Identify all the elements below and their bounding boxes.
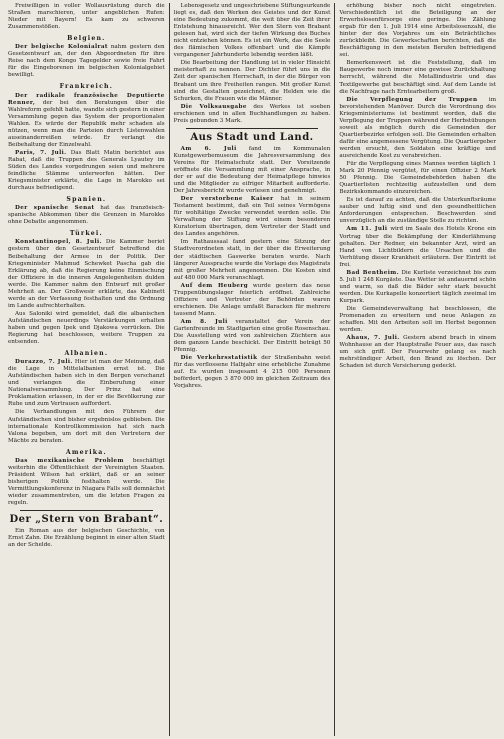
paragraph-text: erhöhung bisher noch nicht eingetreten. Verschiedentlich ist die Beteiligung an der Erwerbslosenfürsorge eine geringe. Die Zählung ergab für den 1. Juli 1914 eine Arbeitslosenzahl, die hinter der des Vorjahres um ein Beträchtliches zurückbleibt. Die Gewerkschaften berichten, daß die Beschäftigung in den meisten Berufen befriedigend sei. bbox=[339, 3, 497, 59]
paragraph-lead: Die Verpflegung der Truppen bbox=[346, 96, 478, 103]
paragraph bbox=[174, 355, 331, 390]
paragraph-lead: Bad Bentheim. bbox=[346, 269, 399, 276]
paragraph-lead: Konstantinopel, 8. Juli. bbox=[15, 239, 102, 246]
column-3 bbox=[335, 3, 500, 736]
paragraph-text: Die Kurliste verzeichnet bis zum 5. Juli 1 248 Kurgäste. Das Wetter ist andauernd schön und warm, so daß die Bäder sehr stark besucht werden. Die Kurkapelle konzertiert täglich zweimal im Kurpark. bbox=[339, 269, 497, 304]
paragraph-text: Die Verhandlungen mit den Führern der Aufständischen sind bisher ergebnislos geblieben. Die internationale Kontrollkommission hat sich nach Valona begeben, um dort mit den Vertretern der Mächte zu beraten. bbox=[8, 409, 165, 444]
paragraph-text: Für die Verpflegung eines Mannes werden täglich 1 Mark 20 Pfennig vergütet, für einen Offizier 2 Mark 50 Pfennig. Die Gemeindebehörden haben die Quartierlisten rechtzeitig aufzustellen und dem Bezirkskommando einzureichen. bbox=[339, 161, 497, 196]
paragraph-lead: Paris, 7. Juli. bbox=[15, 149, 67, 156]
paragraph-lead: Der verstorbene Kaiser bbox=[180, 196, 274, 203]
paragraph-text: wurde gestern das neue Truppenübungslager feierlich eröffnet. Zahlreiche Offiziere und Vertreter der Behörden waren erschienen. Die Anlage umfaßt Baracken für mehrere tausend Mann. bbox=[173, 282, 331, 317]
paragraph bbox=[339, 306, 496, 334]
column-2 bbox=[170, 3, 335, 736]
paragraph-text: Das Blatt Matin berichtet aus Rabat, daß die Truppen des Generals Lyautey im Süden des Landes vorgedrungen seien und mehrere feindliche Stämme unterworfen hätten. Der Kriegsminister erklärte, die Lage in Marokko sei durchaus befriedigend. bbox=[8, 149, 165, 192]
paragraph-text: im bevorstehenden Manöver. Durch die Verordnung des Kriegsministeriums ist bestimmt worden, daß die Verpflegung der Truppen während der Herbstübungen soweit als möglich durch die Gemeinden der Quartierbezirke erfolgen soll. Die Gemeinden erhalten dafür eine angemessene Vergütung. Die Quartiergeber werden ersucht, den Soldaten eine kräftige und ausreichende Kost zu verabreichen. bbox=[339, 96, 497, 159]
paragraph bbox=[8, 458, 165, 507]
paragraph bbox=[8, 3, 165, 31]
paragraph-text: Ein Roman aus der belgischen Geschichte, von Ernst Zahn. Die Erzählung beginnt in einer alten Stadt an der Schelde. bbox=[8, 528, 165, 549]
paragraph bbox=[8, 409, 165, 444]
paragraph bbox=[339, 197, 496, 225]
paragraph bbox=[339, 335, 496, 370]
paragraph-lead: Ahaus, 7. Juli. bbox=[346, 335, 400, 342]
paragraph-text: Lebensgesetz und ungeschriebene Stiftungsurkunde liegt es, daß den Werken des Geistes und der Kunst eine Bedeutung zukommt, die weit über die Zeit ihrer Entstehung hinausreicht. Wer den Stern von Brabant gelesen hat, wird sich der tiefen Wirkung des Buches nicht entziehen können. Es ist ein Werk, das die Seele des flämischen Volkes offenbart und die Kämpfe vergangener Jahrhunderte lebendig werden läßt. bbox=[173, 3, 331, 59]
paragraph bbox=[8, 150, 165, 192]
paragraph bbox=[8, 93, 165, 149]
paragraph-lead: Der spanische Senat bbox=[15, 205, 95, 212]
paragraph-text: Hier ist man der Meinung, daß die Lage in Mittelalbanien ernst ist. Die Aufständischen haben sich in den Bergen verschanzt und verlangen die Einberufung einer Nationalversammlung. Der Prinz hat eine Proklamation erlassen, in der er die Bevölkerung zur Ruhe und zum Vertrauen auffordert. bbox=[8, 359, 165, 408]
paragraph bbox=[339, 97, 496, 160]
paragraph bbox=[339, 60, 496, 95]
paragraph-lead: Die Verkehrsstatistik bbox=[180, 355, 258, 362]
paragraph-lead: Das mexikanische Problem bbox=[15, 457, 124, 464]
paragraph bbox=[174, 146, 331, 195]
paragraph-text: Die Kammer beriet gestern über den Gesetzentwurf betreffend die Beibehaltung der Armee in der Politik. Der Kriegsminister Mahmud Schewket Pascha gab die Erklärung ab, daß die Regierung keine Einmischung der Offiziere in die inneren Angelegenheiten dulden werde. Die Kammer nahm den Entwurf mit großer Mehrheit an. Der Großwesir erklärte, das Kabinett werde an der Verfassung festhalten und die Ordnung im Lande aufrechterhalten. bbox=[8, 239, 165, 309]
paragraph bbox=[8, 239, 165, 309]
paragraph bbox=[339, 270, 496, 305]
paragraph bbox=[174, 283, 331, 318]
paragraph-text: Aus Saloniki wird gemeldet, daß die albanischen Aufständischen neuerdings Verstärkungen erhalten haben und gegen Ipek und Djakowa vorrücken. Die Regierung hat beschlossen, weitere Truppen zu entsenden. bbox=[8, 310, 165, 346]
paragraph-text: Gestern abend brach in einem Wohnhause an der Hauptstraße Feuer aus, das rasch um sich griff. Der Feuerwehr gelang es nach mehrstündiger Arbeit, den Brand zu löschen. Der Schaden ist durch Versicherung gedeckt. bbox=[339, 335, 497, 370]
paragraph-lead: Am 6. Juli bbox=[180, 145, 237, 152]
paragraph-text: hat in seinem Testament bestimmt, daß ein Teil seines Vermögens für wohltätige Zwecke verwendet werden solle. Die Verwaltung der Stiftung wird einem besonderen Kuratorium übertragen, dem Vertreter der Stadt und des Landes angehören. bbox=[173, 196, 331, 238]
paragraph-text: der bei den Beratungen über die Wahlreform gefehlt hatte, wandte sich gestern in einer Versammlung gegen das System der proportionalen Wahlen. Es würde der Republik mehr schaden als nützen, wenn man die Parteien durch Listenwahlen auseinanderreißen würde. Er verlangt die Beibehaltung der Einzelwahl. bbox=[8, 99, 165, 148]
paragraph-text: veranstaltet der Verein der Gartenfreunde im Stadtgarten eine große Rosenschau. Die Ausstellung wird von zahlreichen Züchtern aus dem ganzen Lande beschickt. Der Eintritt beträgt 50 Pfennig. bbox=[173, 318, 331, 354]
section-divider bbox=[20, 510, 153, 511]
paragraph-text: Bemerkenswert ist die Feststellung, daß im Baugewerbe noch immer eine gewisse Zurückhaltung herrscht, während die Metallindustrie und das Textilgewerbe gut beschäftigt sind. Auf dem Lande ist die Nachfrage nach Erntearbeitern groß. bbox=[339, 60, 497, 95]
paragraph-lead: Die Volksausgabe bbox=[180, 103, 247, 110]
section-heading: Frankreich. bbox=[59, 83, 114, 91]
paragraph-lead: Der radikale französische Deputierte Renner, bbox=[8, 92, 165, 106]
paragraph bbox=[8, 44, 165, 79]
column-1 bbox=[4, 3, 169, 736]
section-divider bbox=[186, 128, 319, 129]
paragraph bbox=[8, 311, 165, 346]
paragraph-lead: Am 8. Juli bbox=[180, 318, 228, 325]
paragraph-text: der Straßenbahn weist für das verflossene Halbjahr eine erhebliche Zunahme auf. Es wurden insgesamt 4 215 000 Personen befördert, gegen 3 870 000 im gleichen Zeitraum des Vorjahres. bbox=[173, 355, 331, 390]
paragraph-text: fand im Kommunalen Kunstgewerbemuseum die Jahresversammlung des Vereins für Heimatschutz statt. Der Vorsitzende eröffnete die Versammlung mit einer Ansprache, in der er auf die Bedeutung der Heimatpflege hinwies und die Mitglieder zu eifriger Mitarbeit aufforderte. Der Jahresbericht wurde verlesen und genehmigt. bbox=[173, 145, 331, 195]
section-heading: Amerika. bbox=[65, 448, 107, 456]
section-heading: Spanien. bbox=[66, 196, 107, 204]
paragraph-text: Es ist darauf zu achten, daß die Unterkunftsräume sauber und luftig sind und den gesundheitlichen Anforderungen entsprechen. Beschwerden sind unverzüglich an die zuständige Stelle zu richten. bbox=[339, 197, 497, 225]
section-heading: Türkei. bbox=[69, 230, 103, 238]
section-heading: Albanien. bbox=[64, 350, 109, 358]
paragraph-lead: Durazzo, 7. Juli. bbox=[15, 359, 73, 366]
paragraph bbox=[339, 3, 496, 59]
paragraph-lead: Der belgische Kolonialrat bbox=[15, 44, 108, 51]
section-heading: Belgien. bbox=[67, 35, 106, 43]
paragraph bbox=[8, 528, 165, 549]
paragraph bbox=[174, 3, 331, 59]
paragraph bbox=[8, 205, 165, 226]
article-title: Der „Stern von Brabant“. bbox=[9, 514, 164, 526]
paragraph bbox=[174, 60, 331, 102]
paragraph-text: Die Bearbeitung der Handlung ist in vieler Hinsicht meisterhaft zu nennen. Der Dichter führt uns in die Zeit der spanischen Herrschaft, in der die Bürger von Brabant um ihre Freiheiten rangen. Mit großer Kunst sind die Gestalten gezeichnet, die Helden wie die Schurken, die Frauen wie die Männer. bbox=[173, 60, 331, 102]
paragraph bbox=[174, 196, 331, 238]
paragraph-text: Die Gemeindeverwaltung hat beschlossen, die Promenaden zu erweitern und neue Anlagen zu schaffen. Mit den Arbeiten soll im Herbst begonnen werden. bbox=[339, 305, 497, 334]
paragraph bbox=[339, 226, 496, 268]
paragraph-text: des Werkes ist soeben erschienen und in allen Buchhandlungen zu haben. Preis gebunden 3 Mark. bbox=[173, 103, 331, 124]
paragraph-lead: Am 11. Juli bbox=[346, 226, 388, 233]
paragraph-lead: Auf dem Heuberg bbox=[180, 282, 249, 289]
paragraph-text: nahm gestern den Gesetzentwurf an, der den Abgeordneten für ihre Reise nach dem Kongo Tagegelder sowie freie Fahrt für die Eingeborenen im belgischen Kolonialgebiet bewilligt. bbox=[8, 44, 165, 79]
paragraph bbox=[174, 104, 331, 125]
paragraph bbox=[8, 359, 165, 408]
paragraph bbox=[174, 239, 331, 281]
paragraph-text: Im Rathaussaal fand gestern eine Sitzung der Stadtverordneten statt, in der über die Erweiterung der städtischen Gaswerke beraten wurde. Nach längerer Aussprache wurde die Vorlage des Magistrats mit großer Mehrheit angenommen. Die Kosten sind auf 480 000 Mark veranschlagt. bbox=[173, 239, 331, 281]
article-title: Aus Stadt und Land. bbox=[190, 131, 314, 143]
paragraph bbox=[174, 319, 331, 354]
paragraph-text: beschäftigt weiterhin die Öffentlichkeit der Vereinigten Staaten. Präsident Wilson hat erklärt, daß er an seiner bisherigen Politik festhalten werde. Die Vermittlungskonferenz in Niagara Falls soll demnächst wieder zusammentreten, um die letzten Fragen zu regeln. bbox=[8, 457, 165, 507]
paragraph-text: wird im Saale des Hotels Krone ein Vortrag über die Bekämpfung der Kinderlähmung gehalten. Der Redner, ein bekannter Arzt, wird an Hand von Lichtbildern die Ursachen und die Verhütung dieser Krankheit erläutern. Der Eintritt ist frei. bbox=[339, 226, 497, 268]
paragraph bbox=[339, 161, 496, 196]
paragraph-text: Freiwilligen in voller Wollausrüstung durch die Straßen marschieren, unter angeblichen Rufen: Nieder mit Bayern! Es kam zu schweren Zusammenstößen. bbox=[8, 3, 165, 31]
paragraph-text: hat das französisch-spanische Abkommen über die Grenzen in Marokko ohne Debatte angenommen. bbox=[8, 205, 165, 226]
